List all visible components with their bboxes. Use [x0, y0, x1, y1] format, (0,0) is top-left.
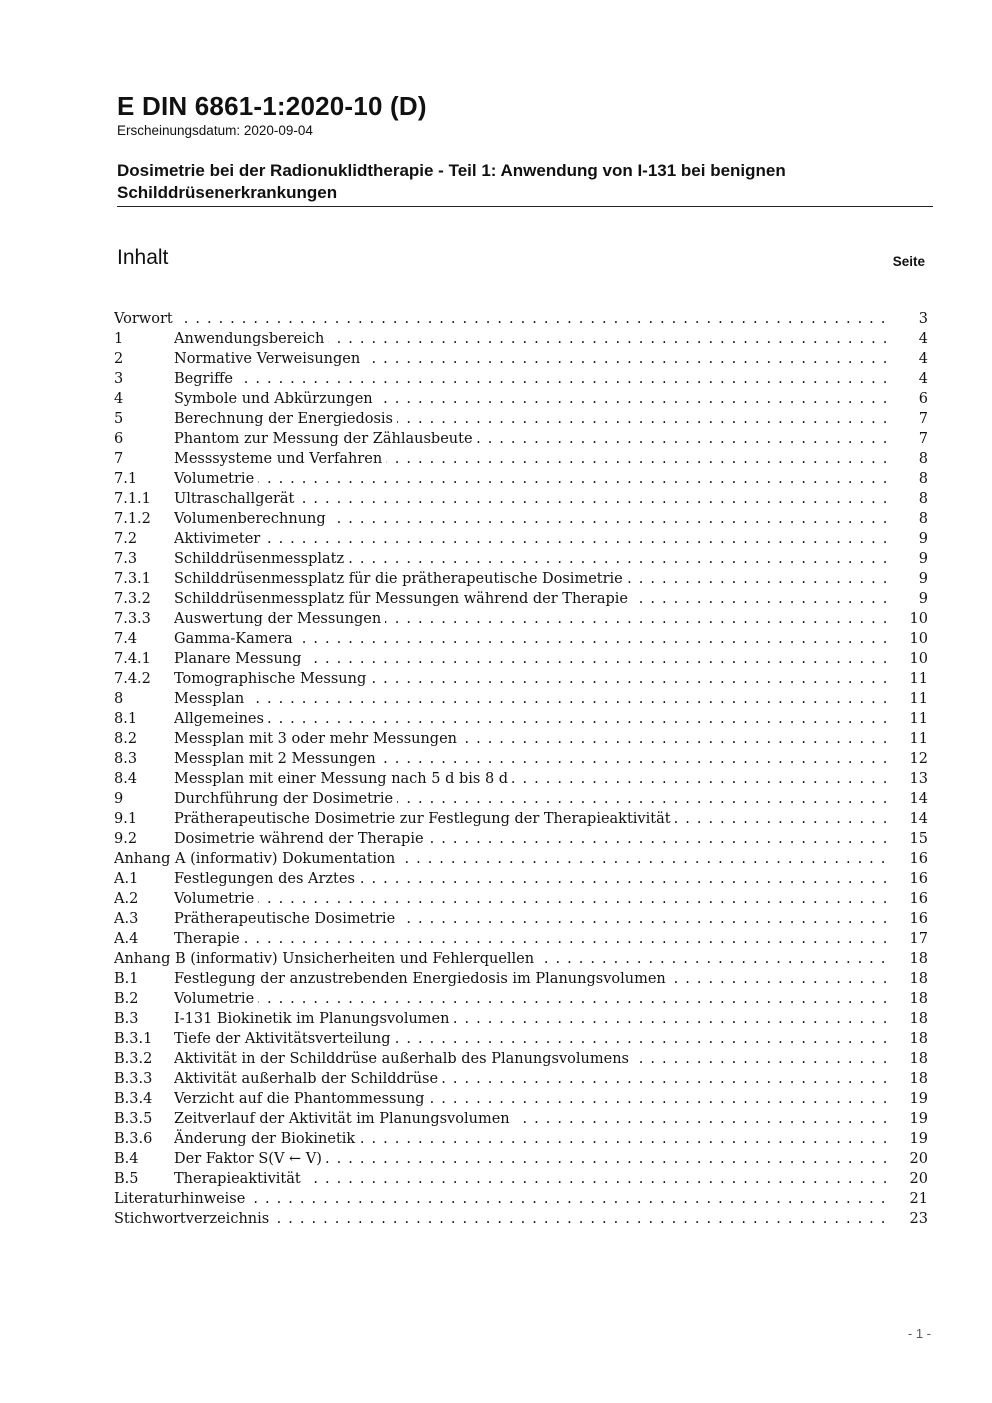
- toc-entry[interactable]: [114, 1149, 928, 1169]
- toc-entry[interactable]: [114, 1109, 928, 1129]
- toc-entry-label-wrap: [174, 529, 888, 549]
- toc-entry[interactable]: [114, 369, 928, 389]
- toc-entry-label: Volumetrie: [174, 991, 258, 1007]
- toc-entry-label-wrap: [174, 1149, 888, 1169]
- title-divider: [117, 206, 933, 207]
- toc-entry-page: 9: [918, 591, 928, 607]
- toc-entry-page: 8: [918, 491, 928, 507]
- toc-entry-page: 14: [909, 791, 928, 807]
- toc-entry-number: B.3: [114, 1011, 139, 1027]
- toc-entry-label-wrap: [174, 649, 888, 669]
- toc-entry-label-wrap: [174, 909, 888, 929]
- toc-entry-label: Anhang A (informativ) Dokumentation: [114, 851, 399, 867]
- toc-entry-number: 7.1.2: [114, 511, 151, 527]
- toc-entry-label: Symbole und Abkürzungen: [174, 391, 377, 407]
- toc-entry-label: Aktivität außerhalb der Schilddrüse: [174, 1071, 442, 1087]
- toc-entry[interactable]: [114, 489, 928, 509]
- toc-entry-label: Anwendungsbereich: [174, 331, 328, 347]
- toc-entry-label: Ultraschallgerät: [174, 491, 298, 507]
- toc-entry-number: 8.4: [114, 771, 138, 787]
- toc-entry-number: 9.2: [114, 831, 138, 847]
- toc-entry[interactable]: [114, 849, 928, 869]
- toc-entry-page: 4: [918, 351, 928, 367]
- toc-entry-page: 18: [909, 1011, 928, 1027]
- toc-entry-label: Allgemeines: [174, 711, 268, 727]
- toc-entry-number: 6: [114, 431, 124, 447]
- toc-entry-label: Aktivität in der Schilddrüse außerhalb des Planungsvolumens: [174, 1051, 633, 1067]
- toc-entry-label: Stichwortverzeichnis: [114, 1211, 273, 1227]
- toc-entry-label: Durchführung der Dosimetrie: [174, 791, 397, 807]
- toc-entry[interactable]: [114, 589, 928, 609]
- toc-entry[interactable]: [114, 1069, 928, 1089]
- toc-entry[interactable]: [114, 829, 928, 849]
- toc-entry-page: 8: [918, 451, 928, 467]
- toc-entry-label-wrap: [174, 789, 888, 809]
- toc-entry[interactable]: [114, 729, 928, 749]
- toc-entry-label: Messplan mit 2 Messungen: [174, 751, 380, 767]
- toc-entry-label-wrap: [174, 389, 888, 409]
- toc-entry[interactable]: [114, 689, 928, 709]
- toc-entry-page: 9: [918, 551, 928, 567]
- toc-entry-page: 11: [909, 671, 928, 687]
- toc-entry[interactable]: [114, 629, 928, 649]
- toc-entry-label-wrap: [114, 1189, 888, 1209]
- toc-entry-page: 6: [918, 391, 928, 407]
- toc-entry-page: 18: [909, 1031, 928, 1047]
- toc-entry-page: 10: [909, 651, 928, 667]
- toc-entry-label-wrap: [174, 969, 888, 989]
- toc-entry-page: 9: [918, 571, 928, 587]
- toc-entry-number: 4: [114, 391, 124, 407]
- toc-entry-number: 7.3.1: [114, 571, 151, 587]
- toc-entry-label-wrap: [174, 569, 888, 589]
- toc-entry-page: 10: [909, 631, 928, 647]
- toc-entry-page: 18: [909, 991, 928, 1007]
- toc-entry-label: Berechnung der Energiedosis: [174, 411, 397, 427]
- toc-entry-label: Dosimetrie während der Therapie: [174, 831, 428, 847]
- toc-entry-page: 23: [909, 1211, 928, 1227]
- toc-entry[interactable]: [114, 389, 928, 409]
- page-number: - 1 -: [907, 1326, 931, 1341]
- toc-entry-label-wrap: [174, 449, 888, 469]
- table-of-contents: [114, 309, 928, 1229]
- toc-entry[interactable]: [114, 709, 928, 729]
- toc-entry-label: Therapieaktivität: [174, 1171, 305, 1187]
- toc-entry-page: 8: [918, 471, 928, 487]
- toc-entry[interactable]: [114, 809, 928, 829]
- toc-entry-label: Schilddrüsenmessplatz für Messungen während der Therapie: [174, 591, 632, 607]
- toc-entry[interactable]: [114, 1129, 928, 1149]
- toc-entry-number: 7.3.2: [114, 591, 151, 607]
- toc-entry-label: Volumenberechnung: [174, 511, 330, 527]
- toc-entry[interactable]: [114, 509, 928, 529]
- toc-entry-number: 8.1: [114, 711, 138, 727]
- toc-entry-label: Festlegungen des Arztes: [174, 871, 359, 887]
- toc-entry[interactable]: [114, 449, 928, 469]
- toc-entry[interactable]: [114, 349, 928, 369]
- toc-entry-number: 7.2: [114, 531, 138, 547]
- toc-entry-number: 7.4.1: [114, 651, 151, 667]
- toc-entry-label: Messsysteme und Verfahren: [174, 451, 386, 467]
- toc-entry-label-wrap: [174, 409, 888, 429]
- toc-entry-label: Änderung der Biokinetik: [174, 1131, 359, 1147]
- toc-entry-label-wrap: [174, 549, 888, 569]
- toc-entry-label-wrap: [174, 809, 888, 829]
- toc-entry-number: B.3.5: [114, 1111, 153, 1127]
- toc-entry-label-wrap: [174, 509, 888, 529]
- toc-entry-page: 10: [909, 611, 928, 627]
- toc-entry-number: 5: [114, 411, 124, 427]
- toc-entry-label-wrap: [174, 889, 888, 909]
- toc-entry-page: 12: [909, 751, 928, 767]
- toc-entry-label-wrap: [174, 1109, 888, 1129]
- toc-entry-label-wrap: [174, 429, 888, 449]
- toc-entry-label-wrap: [174, 669, 888, 689]
- toc-entry-number: A.4: [114, 931, 139, 947]
- toc-entry-label: Prätherapeutische Dosimetrie: [174, 911, 399, 927]
- toc-entry-number: 7.4.2: [114, 671, 151, 687]
- toc-entry-page: 19: [909, 1131, 928, 1147]
- document-title: Dosimetrie bei der Radionuklidtherapie - Teil 1: Anwendung von I-131 bei benignen Schilddrüsenerkrankungen: [117, 161, 786, 202]
- toc-entry-page: 20: [909, 1151, 928, 1167]
- toc-entry[interactable]: [114, 549, 928, 569]
- toc-entry[interactable]: [114, 649, 928, 669]
- toc-entry-page: 3: [918, 311, 928, 327]
- toc-entry[interactable]: [114, 669, 928, 689]
- toc-entry[interactable]: [114, 309, 928, 329]
- toc-entry-number: A.3: [114, 911, 139, 927]
- toc-entry-number: 7.3.3: [114, 611, 151, 627]
- toc-entry[interactable]: [114, 769, 928, 789]
- toc-entry-number: 8.3: [114, 751, 138, 767]
- publication-date: Erscheinungsdatum: 2020-09-04: [117, 123, 313, 138]
- toc-entry-page: 11: [909, 731, 928, 747]
- toc-entry[interactable]: [114, 1029, 928, 1049]
- toc-entry-number: 3: [114, 371, 124, 387]
- toc-heading: Inhalt: [117, 246, 169, 269]
- toc-entry-page: 13: [909, 771, 928, 787]
- toc-entry-label: Prätherapeutische Dosimetrie zur Festlegung der Therapieaktivität: [174, 811, 675, 827]
- toc-entry[interactable]: [114, 1089, 928, 1109]
- toc-entry[interactable]: [114, 889, 928, 909]
- toc-entry-number: 8.2: [114, 731, 138, 747]
- toc-entry-number: B.3.6: [114, 1131, 153, 1147]
- toc-entry-number: 9: [114, 791, 124, 807]
- toc-entry-number: B.3.4: [114, 1091, 153, 1107]
- toc-entry-label: I-131 Biokinetik im Planungsvolumen: [174, 1011, 453, 1027]
- toc-entry-page: 18: [909, 1051, 928, 1067]
- toc-entry[interactable]: [114, 1209, 928, 1229]
- toc-entry-label-wrap: [174, 1129, 888, 1149]
- toc-entry-number: B.3.2: [114, 1051, 153, 1067]
- toc-entry-page: 11: [909, 711, 928, 727]
- toc-entry-number: B.1: [114, 971, 139, 987]
- toc-entry[interactable]: [114, 949, 928, 969]
- toc-entry-label-wrap: [174, 1049, 888, 1069]
- toc-entry-label: Aktivimeter: [174, 531, 264, 547]
- toc-entry[interactable]: [114, 529, 928, 549]
- toc-entry-label-wrap: [174, 489, 888, 509]
- toc-entry-page: 7: [918, 431, 928, 447]
- toc-entry-label-wrap: [174, 689, 888, 709]
- toc-entry-label: Literaturhinweise: [114, 1191, 249, 1207]
- toc-entry-page: 18: [909, 951, 928, 967]
- toc-entry-label: Tiefe der Aktivitätsverteilung: [174, 1031, 395, 1047]
- toc-entry-label: Festlegung der anzustrebenden Energiedosis im Planungsvolumen: [174, 971, 670, 987]
- toc-entry[interactable]: [114, 909, 928, 929]
- toc-entry-number: 7: [114, 451, 124, 467]
- toc-entry-label-wrap: [174, 989, 888, 1009]
- toc-entry-number: 9.1: [114, 811, 138, 827]
- toc-entry-label: Messplan mit einer Messung nach 5 d bis 8 d: [174, 771, 512, 787]
- toc-entry[interactable]: [114, 1189, 928, 1209]
- toc-entry[interactable]: [114, 469, 928, 489]
- toc-entry-label: Normative Verweisungen: [174, 351, 364, 367]
- toc-entry-label-wrap: [174, 1169, 888, 1189]
- toc-entry-number: A.1: [114, 871, 139, 887]
- toc-entry-page: 21: [909, 1191, 928, 1207]
- toc-entry-page: 7: [918, 411, 928, 427]
- toc-entry-label-wrap: [114, 849, 888, 869]
- toc-entry-label: Zeitverlauf der Aktivität im Planungsvolumen: [174, 1111, 514, 1127]
- toc-entry-page: 4: [918, 331, 928, 347]
- toc-entry[interactable]: [114, 429, 928, 449]
- toc-entry-number: 7.1: [114, 471, 138, 487]
- toc-entry-number: 8: [114, 691, 124, 707]
- toc-entry-page: 18: [909, 1071, 928, 1087]
- toc-entry-label: Vorwort: [114, 311, 177, 327]
- toc-entry-page: 16: [909, 851, 928, 867]
- toc-entry[interactable]: [114, 1009, 928, 1029]
- toc-entry-label: Auswertung der Messungen: [174, 611, 385, 627]
- toc-entry-number: 7.1.1: [114, 491, 151, 507]
- toc-entry-label-wrap: [114, 949, 888, 969]
- toc-entry[interactable]: [114, 989, 928, 1009]
- toc-entry-label-wrap: [174, 729, 888, 749]
- toc-entry-label-wrap: [174, 1009, 888, 1029]
- toc-entry-label-wrap: [174, 1029, 888, 1049]
- toc-entry-number: A.2: [114, 891, 139, 907]
- toc-entry-label: Begriffe: [174, 371, 237, 387]
- toc-entry-page: 11: [909, 691, 928, 707]
- toc-entry[interactable]: [114, 1169, 928, 1189]
- toc-entry-number: B.3.3: [114, 1071, 153, 1087]
- toc-entry-label: Volumetrie: [174, 891, 258, 907]
- toc-entry-label-wrap: [174, 329, 888, 349]
- toc-entry[interactable]: [114, 929, 928, 949]
- toc-entry-label-wrap: [174, 829, 888, 849]
- toc-entry-page: 15: [909, 831, 928, 847]
- toc-entry-page: 16: [909, 871, 928, 887]
- toc-entry-page: 8: [918, 511, 928, 527]
- toc-entry-label-wrap: [174, 1069, 888, 1089]
- toc-entry-label-wrap: [174, 869, 888, 889]
- toc-entry-label-wrap: [174, 749, 888, 769]
- toc-entry-page: 18: [909, 971, 928, 987]
- document-id: E DIN 6861-1:2020-10 (D): [117, 91, 427, 121]
- toc-entry-label: Messplan mit 3 oder mehr Messungen: [174, 731, 461, 747]
- toc-entry-label: Planare Messung: [174, 651, 305, 667]
- toc-entry-label-wrap: [114, 309, 888, 329]
- toc-entry-label: Verzicht auf die Phantommessung: [174, 1091, 428, 1107]
- toc-entry-label-wrap: [174, 349, 888, 369]
- toc-entry-page: 4: [918, 371, 928, 387]
- toc-entry-label: Der Faktor S(V ← V): [174, 1151, 326, 1167]
- toc-entry-number: 1: [114, 331, 124, 347]
- toc-entry[interactable]: [114, 329, 928, 349]
- toc-entry-label: Messplan: [174, 691, 248, 707]
- toc-entry-label-wrap: [174, 609, 888, 629]
- toc-entry[interactable]: [114, 569, 928, 589]
- toc-entry-label-wrap: [174, 629, 888, 649]
- toc-entry-label-wrap: [114, 1209, 888, 1229]
- toc-entry-page: 14: [909, 811, 928, 827]
- toc-entry[interactable]: [114, 609, 928, 629]
- toc-entry[interactable]: [114, 409, 928, 429]
- toc-entry-page: 19: [909, 1091, 928, 1107]
- toc-entry-label-wrap: [174, 929, 888, 949]
- toc-entry[interactable]: [114, 869, 928, 889]
- toc-entry-label-wrap: [174, 589, 888, 609]
- toc-entry[interactable]: [114, 789, 928, 809]
- toc-entry-page: 19: [909, 1111, 928, 1127]
- toc-entry[interactable]: [114, 1049, 928, 1069]
- toc-entry-label: Gamma-Kamera: [174, 631, 297, 647]
- toc-entry-number: 7.4: [114, 631, 138, 647]
- toc-entry-label: Volumetrie: [174, 471, 258, 487]
- toc-entry-page: 9: [918, 531, 928, 547]
- toc-entry-number: B.5: [114, 1171, 139, 1187]
- toc-entry-label-wrap: [174, 1089, 888, 1109]
- toc-entry-label-wrap: [174, 769, 888, 789]
- toc-entry-page: 20: [909, 1171, 928, 1187]
- toc-entry-label-wrap: [174, 369, 888, 389]
- toc-entry-number: 7.3: [114, 551, 138, 567]
- toc-entry-label: Therapie: [174, 931, 244, 947]
- page-column-label: Seite: [892, 254, 925, 269]
- toc-entry-label: Anhang B (informativ) Unsicherheiten und Fehlerquellen: [114, 951, 538, 967]
- toc-entry-label-wrap: [174, 469, 888, 489]
- toc-entry-label-wrap: [174, 709, 888, 729]
- toc-entry-page: 16: [909, 891, 928, 907]
- toc-entry-label: Tomographische Messung: [174, 671, 370, 687]
- toc-entry-page: 16: [909, 911, 928, 927]
- toc-entry-number: B.4: [114, 1151, 139, 1167]
- toc-entry-label: Phantom zur Messung der Zählausbeute: [174, 431, 477, 447]
- toc-entry-page: 17: [909, 931, 928, 947]
- toc-entry-number: 2: [114, 351, 124, 367]
- toc-entry-number: B.2: [114, 991, 139, 1007]
- toc-entry-label: Schilddrüsenmessplatz: [174, 551, 348, 567]
- toc-entry[interactable]: [114, 749, 928, 769]
- toc-entry-label: Schilddrüsenmessplatz für die prätherapeutische Dosimetrie: [174, 571, 627, 587]
- toc-entry[interactable]: [114, 969, 928, 989]
- toc-entry-number: B.3.1: [114, 1031, 153, 1047]
